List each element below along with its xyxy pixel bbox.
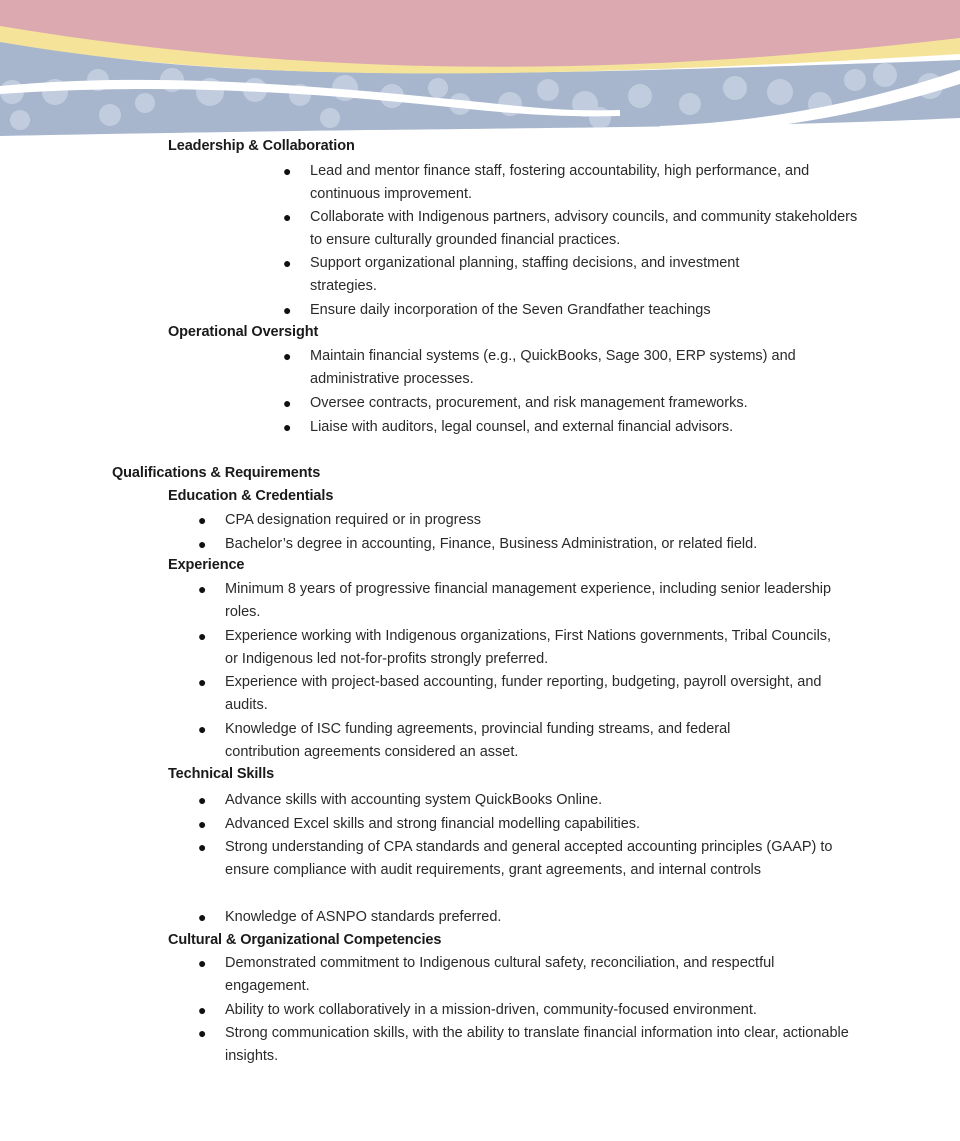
- bullet-icon: ●: [198, 839, 207, 855]
- bullet-icon: ●: [198, 628, 207, 644]
- bullet-icon: ●: [198, 536, 207, 552]
- bullet-icon: ●: [283, 255, 292, 271]
- bullet-icon: ●: [198, 909, 207, 925]
- heading-operational-oversight: Operational Oversight: [168, 324, 319, 340]
- bullet-icon: ●: [198, 512, 207, 528]
- section-title-qualifications: Qualifications & Requirements: [112, 465, 321, 481]
- heading-cultural-competencies: Cultural & Organizational Competencies: [168, 932, 442, 948]
- bullet-icon: ●: [198, 581, 207, 597]
- heading-technical-skills: Technical Skills: [168, 766, 275, 782]
- list-item-text: Advanced Excel skills and strong financial modelling capabilities.: [225, 816, 641, 832]
- list-item-text: Liaise with auditors, legal counsel, and external financial advisors.: [310, 419, 734, 435]
- bullet-icon: ●: [283, 302, 292, 318]
- list-item-text: Oversee contracts, procurement, and risk management frameworks.: [310, 395, 748, 411]
- list-item-text: Maintain financial systems (e.g., QuickBooks, Sage 300, ERP systems) and administrative processes.: [310, 348, 796, 387]
- list-item-text: Lead and mentor finance staff, fostering accountability, high performance, and continuous improvement.: [310, 163, 810, 202]
- bullet-icon: ●: [283, 419, 292, 435]
- list-item-text: CPA designation required or in progress: [225, 512, 482, 528]
- list-item-text: Collaborate with Indigenous partners, advisory councils, and community stakeholders to ensure culturally grounded financial practices.: [310, 209, 858, 248]
- list-item-text: Knowledge of ISC funding agreements, provincial funding streams, and federal contribution agreements considered an asset.: [225, 721, 731, 760]
- bullet-icon: ●: [283, 348, 292, 364]
- bullet-icon: ●: [198, 674, 207, 690]
- list-item-text: Bachelor’s degree in accounting, Finance, Business Administration, or related field.: [225, 536, 758, 552]
- bullet-icon: ●: [198, 1025, 207, 1041]
- bullet-icon: ●: [283, 395, 292, 411]
- bullet-icon: ●: [283, 163, 292, 179]
- list-item-text: Support organizational planning, staffing decisions, and investment strategies.: [310, 255, 740, 294]
- header-banner: [0, 0, 960, 140]
- heading-leadership-collaboration: Leadership & Collaboration: [168, 138, 355, 154]
- list-item-text: Knowledge of ASNPO standards preferred.: [225, 909, 502, 925]
- bullet-icon: ●: [198, 1002, 207, 1018]
- list-item-text: Strong understanding of CPA standards and general accepted accounting principles (GAAP) to ensure compliance with audit requirements, grant agreements, and internal controls: [225, 839, 833, 878]
- bullet-icon: ●: [198, 792, 207, 808]
- bullet-icon: ●: [283, 209, 292, 225]
- heading-education-credentials: Education & Credentials: [168, 488, 334, 504]
- list-item-text: Experience working with Indigenous organizations, First Nations governments, Tribal Councils, or Indigenous led not-for-profits strongly preferred.: [225, 628, 832, 667]
- list-item-text: Ensure daily incorporation of the Seven Grandfather teachings: [310, 302, 711, 318]
- bullet-icon: ●: [198, 955, 207, 971]
- list-item-text: Ability to work collaboratively in a mission-driven, community-focused environment.: [225, 1002, 757, 1018]
- bullet-icon: ●: [198, 816, 207, 832]
- list-item-text: Strong communication skills, with the ability to translate financial information into clear, actionable insights.: [225, 1025, 849, 1064]
- heading-experience: Experience: [168, 557, 245, 573]
- bullet-icon: ●: [198, 721, 207, 737]
- list-item-text: Advance skills with accounting system QuickBooks Online.: [225, 792, 603, 808]
- list-item-text: Experience with project-based accounting, funder reporting, budgeting, payroll oversight, and audits.: [225, 674, 822, 713]
- list-item-text: Demonstrated commitment to Indigenous cultural safety, reconciliation, and respectful engagement.: [225, 955, 775, 994]
- list-item-text: Minimum 8 years of progressive financial management experience, including senior leadership roles.: [225, 581, 832, 620]
